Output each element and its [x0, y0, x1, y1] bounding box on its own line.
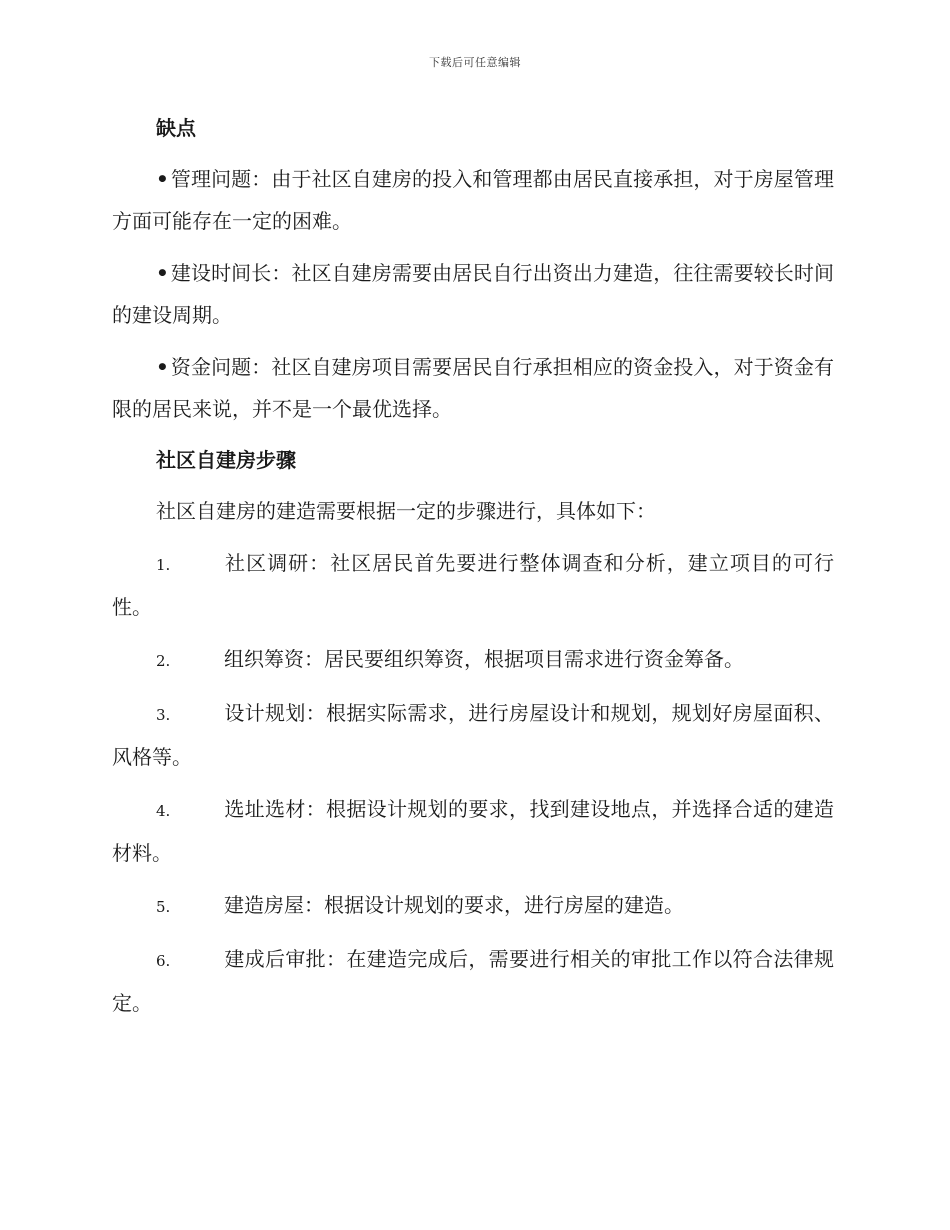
bullet-icon: •	[156, 167, 169, 191]
step-item	[112, 884, 834, 928]
step-item	[112, 788, 834, 874]
step-text: 组织筹资：居民要组织筹资，根据项目需求进行资金筹备。	[224, 647, 744, 671]
section-title-steps: 社区自建房步骤	[156, 448, 296, 472]
bullet-paragraph	[112, 252, 834, 336]
step-item	[112, 542, 834, 628]
bullet-text: 资金问题：社区自建房项目需要居民自行承担相应的资金投入，对于资金有限的居民来说，并不是一个最优选择。	[112, 355, 834, 421]
bullet-icon: •	[156, 261, 169, 285]
step-number: 4.	[156, 802, 171, 820]
bullet-paragraph	[112, 158, 834, 242]
step-text: 社区调研：社区居民首先要进行整体调查和分析，建立项目的可行性。	[112, 551, 834, 619]
step-text: 选址选材：根据设计规划的要求，找到建设地点，并选择合适的建造材料。	[112, 797, 834, 865]
step-number: 2.	[156, 652, 171, 670]
step-number: 3.	[156, 706, 171, 724]
step-item	[112, 938, 834, 1024]
bullet-text: 管理问题：由于社区自建房的投入和管理都由居民直接承担，对于房屋管理方面可能存在一定的困难。	[112, 167, 834, 233]
step-number: 5.	[156, 898, 171, 916]
bullet-paragraph	[112, 346, 834, 430]
document-body	[112, 108, 834, 1034]
step-text: 设计规划：根据实际需求，进行房屋设计和规划，规划好房屋面积、风格等。	[112, 701, 834, 769]
steps-intro: 社区自建房的建造需要根据一定的步骤进行，具体如下：	[156, 499, 656, 523]
step-text: 建造房屋：根据设计规划的要求，进行房屋的建造。	[224, 893, 684, 917]
step-number: 1.	[156, 556, 171, 574]
bullet-icon: •	[156, 355, 169, 379]
step-number: 6.	[156, 952, 171, 970]
section-title-disadvantages: 缺点	[156, 116, 196, 140]
step-item	[112, 638, 834, 682]
step-item	[112, 692, 834, 778]
step-text: 建成后审批：在建造完成后，需要进行相关的审批工作以符合法律规定。	[112, 947, 834, 1015]
bullet-text: 建设时间长：社区自建房需要由居民自行出资出力建造，往往需要较长时间的建设周期。	[112, 261, 834, 327]
page-header-note: 下载后可任意编辑	[429, 56, 521, 69]
